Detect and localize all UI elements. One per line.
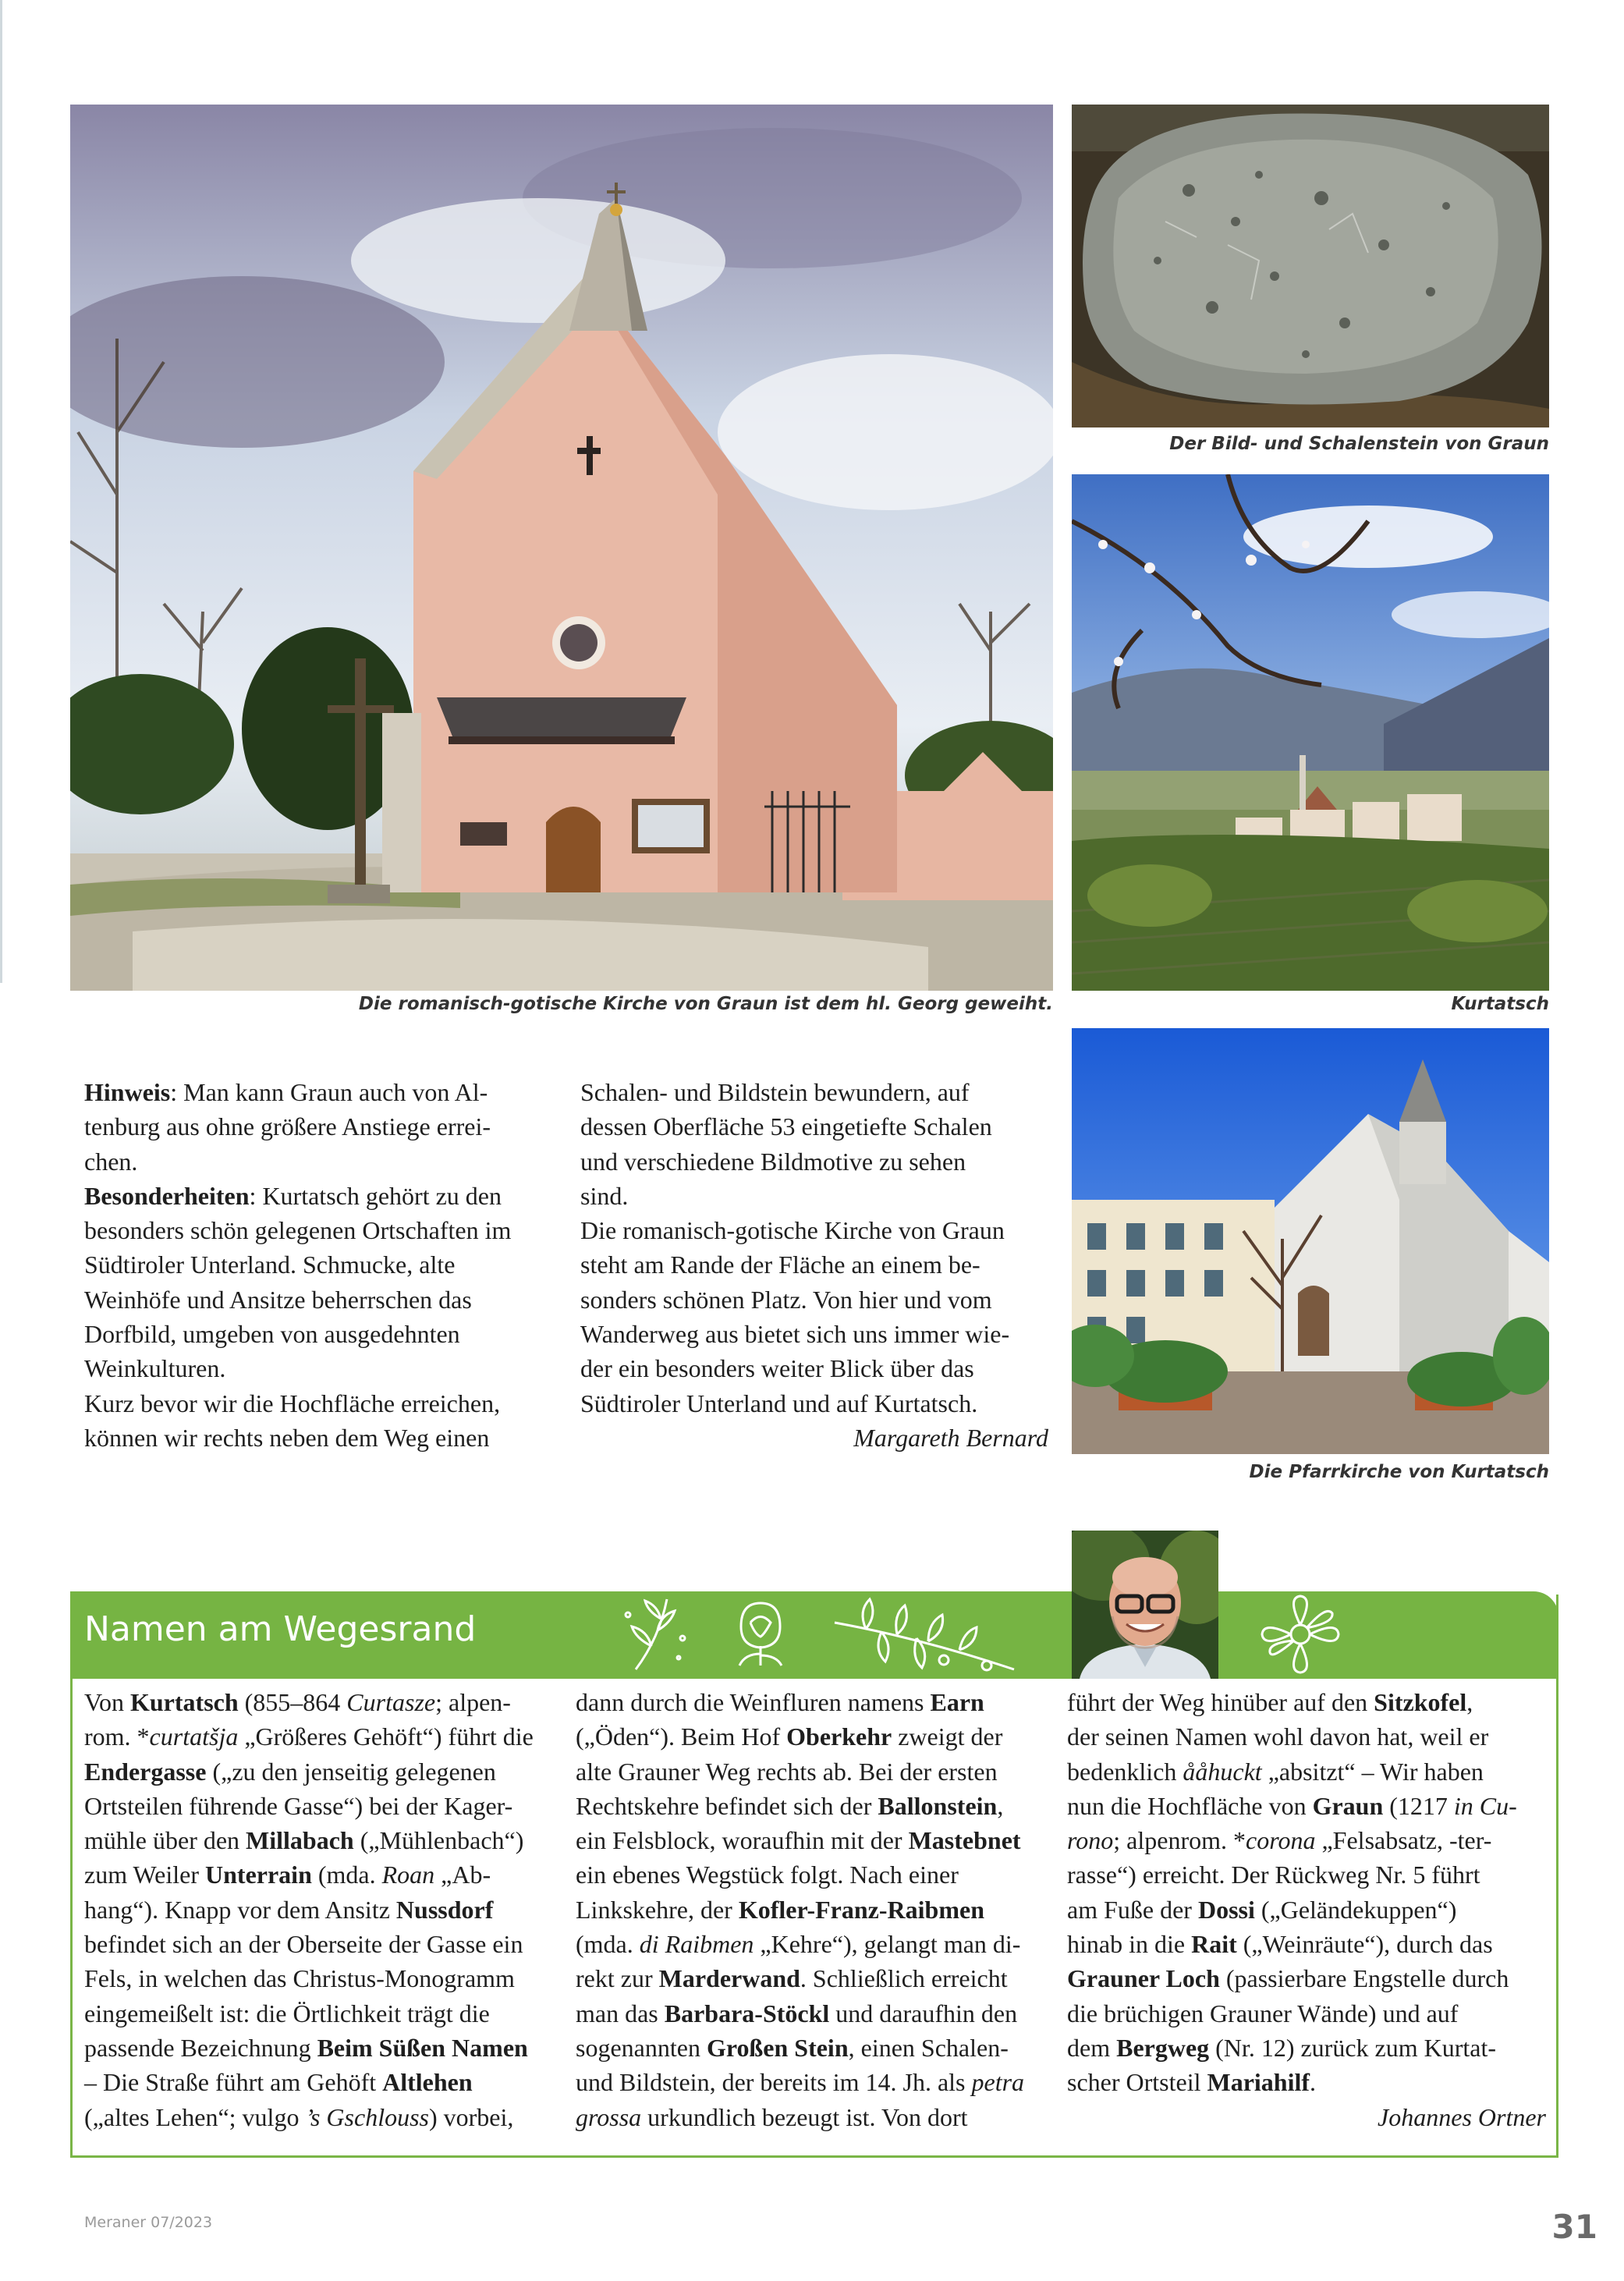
text-line	[576, 1857, 1059, 1892]
bold-term: Endergasse	[84, 1757, 207, 1786]
text-line	[84, 1247, 537, 1282]
text-line	[84, 1386, 537, 1421]
page-edge-strip	[0, 0, 2, 983]
text-line	[576, 1996, 1059, 2031]
text-line	[576, 1927, 1059, 1961]
text-run: mühle über den	[84, 1826, 246, 1855]
photo-kurtatsch	[1072, 474, 1549, 991]
text-line	[576, 2065, 1059, 2099]
caption-pfarrkirche: Die Pfarrkirche von Kurtatsch	[1249, 1462, 1549, 1482]
bold-term: Mariahilf	[1207, 2068, 1310, 2097]
issue-label: Meraner 07/2023	[84, 2214, 213, 2231]
text-run: dem	[1067, 2033, 1117, 2062]
text-run: Kurz bevor wir die Hochfläche erreichen,	[84, 1389, 501, 1417]
text-line	[84, 1421, 537, 1455]
text-run: zweigt der	[892, 1722, 1003, 1751]
text-line	[576, 1893, 1059, 1927]
text-line	[84, 1351, 537, 1385]
text-run: dann durch die Weinfluren namens	[576, 1688, 931, 1716]
bold-term: Dossi	[1197, 1895, 1255, 1924]
italic-term: ååhuckt	[1183, 1757, 1262, 1786]
bold-term: Altlehen	[382, 2068, 473, 2097]
text-line	[1067, 1719, 1551, 1754]
text-line	[1067, 1927, 1551, 1961]
text-run: Von	[84, 1688, 130, 1716]
text-run: ein ebenes Wegstück folgt. Nach einer	[576, 1861, 959, 1889]
text-line	[1067, 1789, 1551, 1823]
text-line	[580, 1282, 1048, 1317]
bold-term: Grauner Loch	[1067, 1964, 1220, 1993]
text-run: (mda.	[311, 1861, 382, 1889]
bold-term: Graun	[1312, 1791, 1384, 1820]
text-run: führt der Weg hinüber auf den	[1067, 1688, 1374, 1716]
text-run: können wir rechts neben dem Weg einen	[84, 1423, 490, 1452]
text-run: ) vorbei,	[428, 2102, 514, 2131]
text-line	[580, 1144, 1048, 1179]
text-run: ; alpenrom. *	[1113, 1826, 1246, 1855]
text-run: passende Bezeichnung	[84, 2033, 317, 2062]
text-line	[84, 1754, 568, 1789]
text-run: eingemeißelt ist: die Örtlichkeit trägt die	[84, 1999, 490, 2027]
box-column-1	[84, 1685, 568, 2134]
text-line	[576, 2100, 1059, 2134]
text-run: die brüchigen Grauner Wände) und auf	[1067, 1999, 1459, 2027]
caption-kurtatsch: Kurtatsch	[1451, 994, 1549, 1014]
text-run: rekt zur	[576, 1964, 659, 1993]
text-run: rom. *	[84, 1722, 150, 1751]
text-line	[580, 1386, 1048, 1421]
text-line	[580, 1351, 1048, 1385]
italic-term: Curtasze	[346, 1688, 436, 1716]
italic-term: grossa	[576, 2102, 642, 2131]
text-run: hang“). Knapp vor dem Ansitz	[84, 1895, 396, 1924]
text-run: bedenklich	[1067, 1757, 1183, 1786]
text-run: nun die Hochfläche von	[1067, 1791, 1313, 1820]
author-portrait	[1072, 1531, 1218, 1679]
bold-term: Marderwand	[658, 1964, 800, 1993]
text-run: am Fuße der	[1067, 1895, 1198, 1924]
text-run: der seinen Namen wohl davon hat, weil er	[1067, 1722, 1489, 1751]
leaf-branch-icon	[612, 1591, 698, 1677]
italic-term: di Raibmen	[639, 1930, 754, 1959]
text-line	[580, 1109, 1048, 1144]
text-run: rasse“) erreicht. Der Rückweg Nr. 5 führt	[1067, 1861, 1480, 1889]
text-line	[576, 1789, 1059, 1823]
text-line	[1067, 2065, 1551, 2099]
text-run: Rechtskehre befindet sich der	[576, 1791, 878, 1820]
text-run: Die romanisch-gotische Kirche von Graun	[580, 1216, 1005, 1245]
text-run: ein Felsblock, woraufhin mit der	[576, 1826, 909, 1855]
bold-term: Hinweis	[84, 1078, 171, 1106]
bold-term: Nussdorf	[395, 1895, 494, 1924]
text-run: (mda.	[576, 1930, 640, 1959]
text-line	[580, 1317, 1048, 1351]
text-line	[84, 2065, 568, 2099]
photo-stone	[1072, 105, 1549, 427]
box-column-2	[576, 1685, 1059, 2134]
text-run: und daraufhin den	[829, 1999, 1018, 2027]
bold-term: Kofler-Franz-Raibmen	[738, 1895, 984, 1924]
text-run: zum Weiler	[84, 1861, 205, 1889]
italic-term: ’s Gschlouss	[305, 2102, 429, 2131]
text-line	[84, 1179, 537, 1213]
text-line	[1067, 1754, 1551, 1789]
italic-term: Roan	[381, 1861, 435, 1889]
rose-icon	[718, 1591, 803, 1677]
article-column-2	[580, 1075, 1048, 1421]
text-line	[84, 2031, 568, 2065]
text-line	[84, 1927, 568, 1961]
text-run: tenburg aus ohne größere Anstiege errei-	[84, 1112, 491, 1141]
text-line	[84, 1823, 568, 1857]
box-author-name: Johannes Ortner	[1378, 2103, 1546, 2131]
text-line	[84, 1317, 537, 1351]
bold-term: Sitzkofel	[1374, 1688, 1467, 1716]
text-run: Ortsteilen führende Gasse“) bei der Kager-	[84, 1791, 513, 1820]
text-line	[84, 1685, 568, 1719]
italic-term: curtatšja	[149, 1722, 239, 1751]
text-run: der ein besonders weiter Blick über das	[580, 1354, 974, 1383]
text-line	[576, 1754, 1059, 1789]
text-line	[580, 1213, 1048, 1247]
text-run: ,	[997, 1791, 1004, 1820]
text-run: („Mühlenbach“)	[353, 1826, 524, 1855]
text-run: Schalen- und Bildstein bewundern, auf	[580, 1078, 970, 1106]
text-run: („altes Lehen“; vulgo	[84, 2102, 306, 2131]
bold-term: Bergweg	[1116, 2033, 1210, 2062]
text-run: und verschiedene Bildmotive zu sehen	[580, 1147, 966, 1176]
box-column-3	[1067, 1685, 1551, 2100]
text-run: dessen Oberfläche 53 eingetiefte Schalen	[580, 1112, 992, 1141]
photo-church-graun	[70, 105, 1053, 991]
text-line	[576, 1685, 1059, 1719]
text-line	[580, 1075, 1048, 1109]
olive-branch-icon	[827, 1591, 1022, 1677]
text-run: ,	[1466, 1688, 1473, 1716]
text-run: („Öden“). Beim Hof	[576, 1722, 787, 1751]
bold-term: Besonderheiten	[84, 1181, 250, 1210]
bold-term: Mastebnet	[908, 1826, 1021, 1855]
text-line	[1067, 1823, 1551, 1857]
text-run: alte Grauner Weg rechts ab. Bei der ersten	[576, 1757, 998, 1786]
bold-term: Rait	[1191, 1930, 1237, 1959]
bold-term: Kurtatsch	[129, 1688, 239, 1716]
text-run: „Kehre“), gelangt man di-	[753, 1930, 1021, 1959]
text-run: sind.	[580, 1181, 629, 1210]
text-run: steht am Rande der Fläche an einem be-	[580, 1250, 980, 1279]
text-run: „Felsabsatz, -ter-	[1315, 1826, 1492, 1855]
text-run: „Größeres Gehöft“) führt die	[238, 1722, 534, 1751]
text-run: sonders schönen Platz. Von hier und vom	[580, 1285, 992, 1314]
text-line	[1067, 1961, 1551, 1995]
article-column-1	[84, 1075, 537, 1455]
text-run: sogenannten	[576, 2033, 707, 2062]
text-run: – Die Straße führt am Gehöft	[84, 2068, 383, 2097]
photo-pfarrkirche	[1072, 1028, 1549, 1454]
text-run: (855–864	[238, 1688, 347, 1716]
text-run: : Kurtatsch gehört zu den	[249, 1181, 502, 1210]
bold-term: Großen Stein	[706, 2033, 849, 2062]
text-line	[1067, 1685, 1551, 1719]
bold-term: Earn	[930, 1688, 984, 1716]
italic-term: rono	[1067, 1826, 1114, 1855]
text-line	[84, 1857, 568, 1892]
text-line	[580, 1179, 1048, 1213]
text-line	[1067, 1893, 1551, 1927]
text-run: „absitzt“ – Wir haben	[1261, 1757, 1484, 1786]
text-line	[84, 1996, 568, 2031]
text-line	[84, 1075, 537, 1109]
text-line	[84, 1282, 537, 1317]
caption-stone: Der Bild- und Schalenstein von Graun	[1169, 434, 1549, 454]
italic-term: in Cu-	[1453, 1791, 1517, 1820]
text-run: (passierbare Engstelle durch	[1219, 1964, 1509, 1993]
text-run: .	[1310, 2068, 1317, 2097]
text-run: scher Ortsteil	[1067, 2068, 1207, 2097]
text-line	[84, 1109, 537, 1144]
bold-term: Unterrain	[205, 1861, 312, 1889]
text-run: befindet sich an der Oberseite der Gasse ein	[84, 1930, 523, 1959]
article-author	[580, 1421, 1048, 1455]
text-run: . Schließlich erreicht	[800, 1964, 1008, 1993]
text-line	[580, 1247, 1048, 1282]
text-line	[576, 1823, 1059, 1857]
text-run: hinab in die	[1067, 1930, 1192, 1959]
bold-term: Barbara-Stöckl	[664, 1999, 830, 2027]
text-line	[84, 2100, 568, 2134]
text-line	[84, 1961, 568, 1995]
text-line	[84, 1213, 537, 1247]
text-run: Weinhöfe und Ansitze beherrschen das	[84, 1285, 472, 1314]
text-line	[576, 1961, 1059, 1995]
text-line	[576, 1719, 1059, 1754]
text-line	[84, 1893, 568, 1927]
text-run: Fels, in welchen das Christus-Monogramm	[84, 1964, 515, 1993]
text-run: , einen Schalen-	[848, 2033, 1009, 2062]
italic-term: petra	[971, 2068, 1025, 2097]
text-run: (1217	[1383, 1791, 1454, 1820]
text-run: urkundlich bezeugt ist. Von dort	[641, 2102, 968, 2131]
flower-icon	[1256, 1590, 1346, 1680]
text-run: chen.	[84, 1147, 138, 1176]
text-line	[84, 1789, 568, 1823]
text-run: Südtiroler Unterland und auf Kurtatsch.	[580, 1389, 978, 1417]
bold-term: Beim Süßen Namen	[317, 2033, 528, 2062]
caption-church-graun: Die romanisch-gotische Kirche von Graun ist dem hl. Georg geweiht.	[358, 994, 1053, 1014]
page-number: 31	[1551, 2208, 1597, 2246]
text-line	[1067, 1857, 1551, 1892]
box-author	[1067, 2100, 1546, 2134]
text-run: man das	[576, 1999, 665, 2027]
italic-term: corona	[1246, 1826, 1316, 1855]
text-run: besonders schön gelegenen Ortschaften im	[84, 1216, 512, 1245]
text-run: („Geländekuppen“)	[1254, 1895, 1457, 1924]
text-run: ; alpen-	[435, 1688, 511, 1716]
text-line	[84, 1719, 568, 1754]
text-run: „Ab-	[434, 1861, 491, 1889]
text-run: Linkskehre, der	[576, 1895, 739, 1924]
text-run: und Bildstein, der bereits im 14. Jh. als	[576, 2068, 972, 2097]
text-run: („Weinräute“), durch das	[1236, 1930, 1493, 1959]
text-run: Weinkulturen.	[84, 1354, 226, 1383]
bold-term: Millabach	[246, 1826, 354, 1855]
text-line	[1067, 2031, 1551, 2065]
text-run: Wanderweg aus bietet sich uns immer wie-	[580, 1320, 1010, 1349]
bold-term: Ballonstein	[878, 1791, 998, 1820]
text-run: Südtiroler Unterland. Schmucke, alte	[84, 1250, 456, 1279]
text-run: (Nr. 12) zurück zum Kurtat-	[1209, 2033, 1497, 2062]
text-line	[84, 1144, 537, 1179]
text-line	[1067, 1996, 1551, 2031]
text-line	[576, 2031, 1059, 2065]
text-run: : Man kann Graun auch von Al-	[170, 1078, 488, 1106]
article-author-name: Margareth Bernard	[853, 1424, 1048, 1452]
text-run: Dorfbild, umgeben von ausgedehnten	[84, 1320, 460, 1349]
text-run: („zu den jenseitig gelegenen	[206, 1757, 496, 1786]
info-box-title: Namen am Wegesrand	[84, 1609, 477, 1649]
bold-term: Oberkehr	[786, 1722, 892, 1751]
